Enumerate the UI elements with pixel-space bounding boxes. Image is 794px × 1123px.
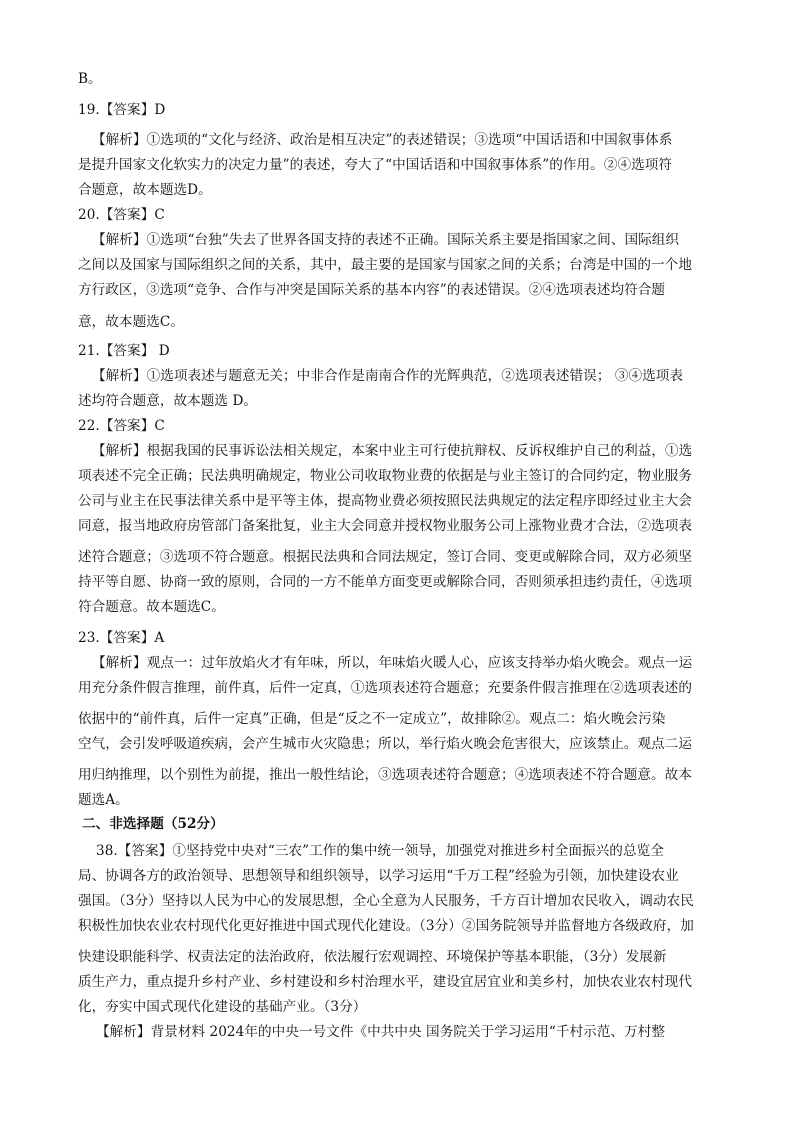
text-line: 意，故本题选C。 xyxy=(78,314,184,330)
text-line: 符合题意。故本题选C。 xyxy=(78,599,225,615)
answer-heading: 22.【答案】C xyxy=(78,418,165,434)
answer-heading: 23.【答案】A xyxy=(78,630,165,646)
text-line: 强国。（3分）坚持以人民为中心的发展思想，全心全意为人民服务，千方百计增加农民收入，调动农民 xyxy=(78,893,694,909)
text-line: 述均符合题意，故本题选 D。 xyxy=(78,393,258,409)
section-heading: 二、非选择题（52分） xyxy=(82,816,224,832)
text-line: 持平等自愿、协商一致的原则，合同的一方不能单方面变更或解除合同，否则须承担违约责任，④选项 xyxy=(78,574,692,590)
text-line: 题选A。 xyxy=(78,792,129,808)
text-line: 【解析】观点一：过年放焰火才有年味，所以，年味焰火暖人心，应该支持举办焰火晚会。观点一运 xyxy=(92,655,693,671)
text-line: 之间以及国家与国际组织之间的关系，其中，最主要的是国家与国家之间的关系；台湾是中国的一个地 xyxy=(78,257,692,273)
text-line: 项表述不完全正确；民法典明确规定，物业公司收取物业费的依据是与业主签订的合同约定，物业服务 xyxy=(78,468,692,484)
text-line: 述符合题意；③选项不符合题意。根据民法典和合同法规定，签订合同、变更或解除合同，双方必须坚 xyxy=(78,549,692,565)
text-line: 方行政区，③选项“竞争、合作与冲突是国际关系的基本内容”的表述错误。②④选项表述均符合题 xyxy=(78,282,666,298)
text-line: 【解析】根据我国的民事诉讼法相关规定，本案中业主可行使抗辩权、反诉权维护自己的利益，①选 xyxy=(92,443,693,459)
text-line: 是提升国家文化软实力的决定力量”的表述，夸大了“中国话语和中国叙事体系”的作用。②④选项符 xyxy=(78,157,673,173)
text-line: 合题意，故本题选D。 xyxy=(78,182,212,198)
text-line: 【解析】①选项的“文化与经济、政治是相互决定”的表述错误；③选项“中国话语和中国叙事体系 xyxy=(92,132,673,148)
text-line: 38.【答案】①坚持党中央对“三农”工作的集中统一领导，加强党对推进乡村全面振兴的总览全 xyxy=(96,843,664,859)
text-line: 快建设职能科学、权责法定的法治政府，依法履行宏观调控、环境保护等基本职能，（3分）发展新 xyxy=(78,949,667,965)
text-line: 化，夯实中国式现代化建设的基础产业。（3分） xyxy=(78,999,367,1015)
text-line: B。 xyxy=(78,71,102,87)
text-line: 【解析】①选项“台独”失去了世界各国支持的表述不正确。国际关系主要是指国家之间、国际组织 xyxy=(92,232,680,248)
text-line: 积极性加快农业农村现代化更好推进中国式现代化建设。（3分）②国务院领导并监督地方各级政府，加 xyxy=(78,918,694,934)
answer-heading: 20.【答案】C xyxy=(78,207,165,223)
answer-heading: 19.【答案】D xyxy=(78,102,166,118)
text-line: 用归纳推理，以个别性为前提，推出一般性结论，③选项表述符合题意；④选项表述不符合题意。故本 xyxy=(78,767,692,783)
text-line: 局、协调各方的政治领导、思想领导和组织领导，以学习运用“千万工程”经验为引领，加快建设农业 xyxy=(78,868,679,884)
text-line: 空气，会引发呼吸道疾病，会产生城市火灾隐患；所以，举行焰火晚会危害很大，应该禁止。观点二运 xyxy=(78,736,692,752)
text-line: 【解析】①选项表述与题意无关；中非合作是南南合作的光辉典范，②选项表述错误； ③④选项表 xyxy=(92,368,684,384)
text-line: 用充分条件假言推理，前件真，后件一定真，①选项表述符合题意；充要条件假言推理在②选项表述的 xyxy=(78,680,692,696)
text-line: 质生产力，重点提升乡村产业、乡村建设和乡村治理水平，建设宜居宜业和美乡村，加快农业农村现代 xyxy=(78,974,692,990)
text-line: 【解析】背景材料 2024年的中央一号文件《中共中央 国务院关于学习运用“千村示范、万村整 xyxy=(96,1024,665,1040)
text-line: 同意，报当地政府房管部门备案批复，业主大会同意并授权物业服务公司上涨物业费才合法，②选项表 xyxy=(78,518,692,534)
text-line: 公司与业主在民事法律关系中是平等主体，提高物业费必须按照民法典规定的法定程序即经过业主大会 xyxy=(78,493,692,509)
answer-heading: 21.【答案】 D xyxy=(78,343,170,359)
text-line: 依据中的“前件真，后件一定真”正确，但是“反之不一定成立”，故排除②。观点二：焰火晚会污染 xyxy=(78,711,666,727)
